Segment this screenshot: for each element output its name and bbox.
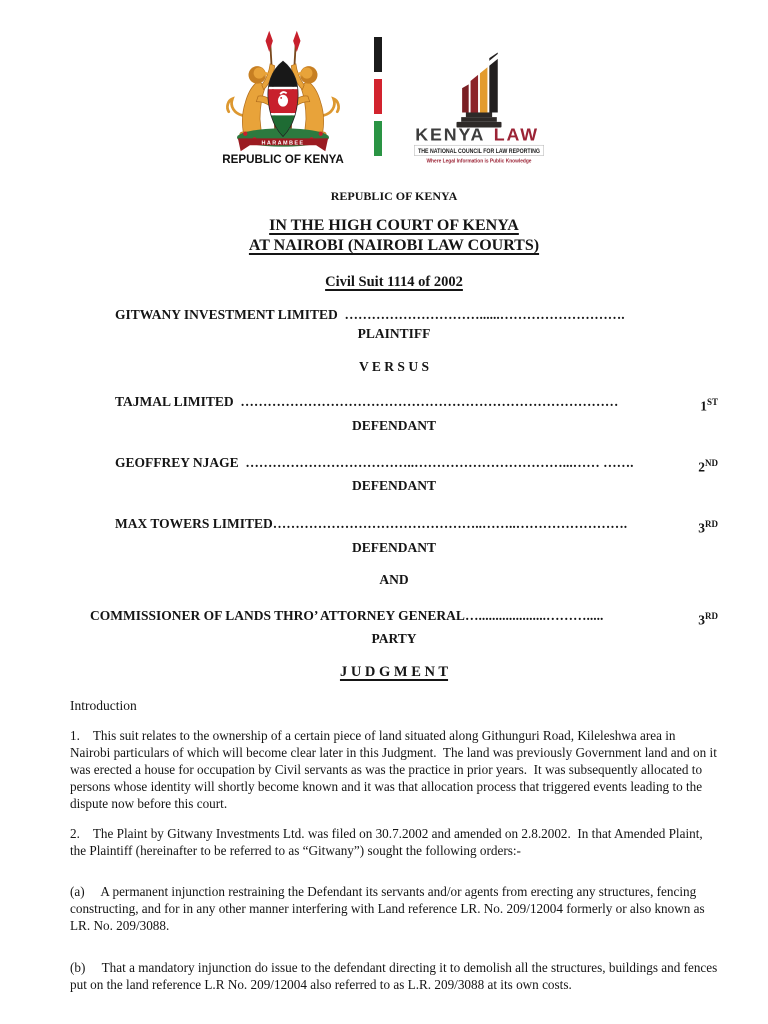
kenya-law-brand-law: LAW [493, 124, 539, 145]
party-name: GEOFFREY NJAGE [115, 454, 239, 470]
party-name-line [115, 516, 718, 537]
flag-black-segment [374, 37, 382, 72]
harambee-motto: HARAMBEE [261, 139, 305, 146]
party-defendant-1 [70, 394, 718, 434]
party-name: GITWANY INVESTMENT LIMITED [115, 307, 338, 322]
dotted-leader: ………………………………………..……..……………………. [272, 516, 628, 531]
kenya-law-brand-kenya: KENYA [415, 124, 486, 145]
party-name-line [115, 394, 718, 415]
party-name-line [90, 608, 718, 629]
party-role: PARTY [371, 631, 417, 646]
dotted-leader: …………………………......………………………. [337, 307, 625, 322]
party-defendant-3 [70, 516, 718, 556]
paragraph-a: (a) A permanent injunction restraining the Defendant its servants and/or agents from erecting any structures, fencing constructing, and for in any other manner interfering with Land reference LR. No. 209/12004 formerly or also known as LR. No. 209/3088. [70, 884, 708, 934]
dotted-leader: ………………………………………………………………………… [233, 394, 622, 409]
party-defendant-2 [70, 455, 718, 495]
and-separator: AND [379, 571, 409, 587]
flag-divider-icon [374, 37, 382, 156]
paragraph-b: (b) That a mandatory injunction do issue to the defendant directing it to demolish all the structures, buildings and fences put on the land reference L.R No. 209/12004 also referred to as L.R. 209/3088 at its own costs. [70, 960, 721, 993]
party-plaintiff [70, 307, 718, 342]
judgment-heading: J U D G M E N T [339, 664, 449, 680]
paragraph-1: 1. This suit relates to the ownership of a certain piece of land situated along Githunguri Road, Kileleshwa area in Nairobi particulars of which will become clear later in this Judgment. The land was previously Government land and on it was erected a house for occupation by Civil servants as was the practice in prior years. It was subsequently allocated to persons whose identity will shortly become known and it was that allocation process that triggered events leading to the dispute now before this court. [70, 728, 721, 811]
party-role: PLAINTIFF [357, 326, 431, 341]
paragraph-2: 2. The Plaint by Gitwany Investments Ltd. was filed on 30.7.2002 and amended on 2.8.2002. In that Amended Plaint, the Plaintiff (hereinafter to be referred to as “Gitwany”) sought the following orders:- [70, 826, 706, 859]
dotted-leader: …....................………..... [464, 607, 604, 623]
flag-green-segment [374, 121, 382, 156]
flag-red-segment [374, 79, 382, 114]
document-header [0, 0, 768, 167]
party-role: DEFENDANT [351, 417, 436, 433]
republic-of-kenya-line: REPUBLIC OF KENYA [330, 189, 458, 203]
dotted-leader: ………………………………..……………………………...…… ……. [238, 454, 637, 470]
svg-text:KENYALAW [415, 125, 539, 145]
kenya-law-slogan: Where Legal Information is Public Knowledge [426, 158, 532, 165]
section-heading-introduction: Introduction [70, 698, 137, 713]
party-name: TAJMAL LIMITED [115, 394, 234, 409]
court-title-line2: AT NAIROBI (NAIROBI LAW COURTS) [248, 237, 540, 254]
party-name-line [115, 455, 718, 476]
kenya-law-tagline: THE NATIONAL COUNCIL FOR LAW REPORTING [418, 148, 541, 155]
kenya-coat-of-arms-icon [214, 28, 352, 166]
party-role: DEFENDANT [351, 539, 436, 555]
party-ordinal: 1ST [700, 397, 718, 414]
document-body [0, 189, 768, 993]
court-title [70, 216, 718, 256]
party-name: MAX TOWERS LIMITED [115, 516, 273, 531]
party-role: DEFENDANT [351, 478, 436, 493]
party-ordinal: 3RD [698, 610, 718, 627]
party-third-party [70, 608, 718, 648]
party-name: COMMISSIONER OF LANDS THRO’ ATTORNEY GENERAL [90, 607, 465, 623]
versus-separator: V E R S U S [359, 359, 429, 374]
kenya-law-logo [404, 26, 554, 167]
case-number: Civil Suit 1114 of 2002 [325, 274, 463, 290]
party-ordinal: 3RD [698, 519, 718, 536]
party-ordinal: 2ND [698, 457, 718, 474]
court-title-line1: IN THE HIGH COURT OF KENYA [269, 217, 519, 234]
coat-of-arms-caption: REPUBLIC OF KENYA [222, 153, 344, 166]
party-name-line [115, 307, 718, 323]
